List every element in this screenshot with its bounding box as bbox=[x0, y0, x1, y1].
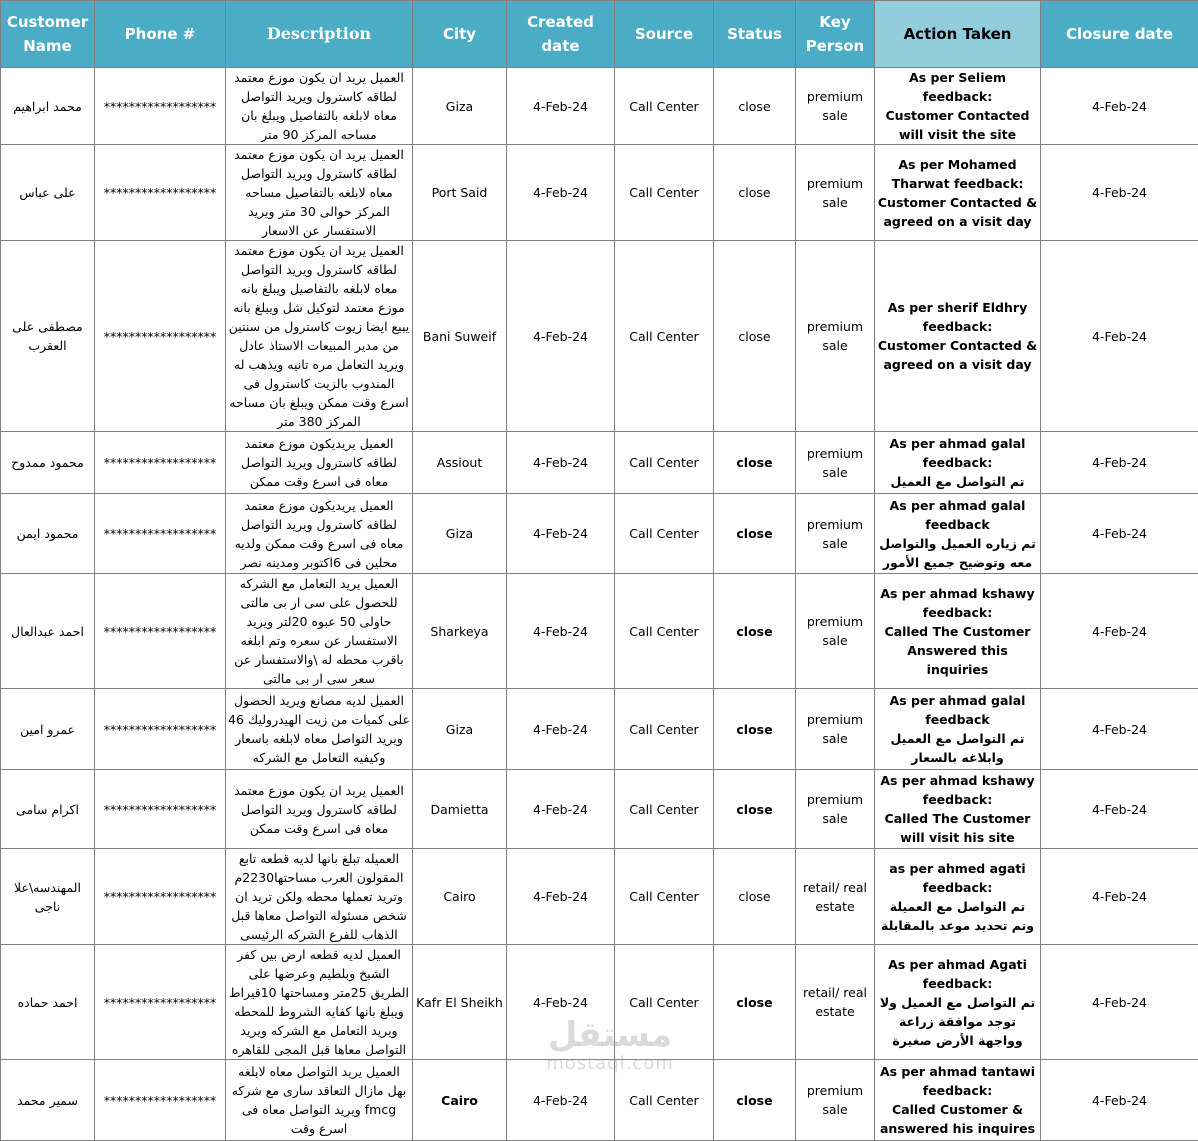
cell-key-person[interactable]: premium sale bbox=[796, 241, 875, 432]
cell-status[interactable]: close bbox=[714, 849, 796, 945]
watermark-url: mostaql.com bbox=[520, 1055, 700, 1073]
cell-city[interactable]: Bani Suweif bbox=[413, 241, 507, 432]
cell-phone[interactable]: ****************** bbox=[95, 849, 226, 945]
cell-phone[interactable]: ****************** bbox=[95, 68, 226, 145]
cell-created-date[interactable]: 4-Feb-24 bbox=[507, 1060, 615, 1141]
table-row bbox=[1, 145, 1198, 241]
cell-created-date[interactable]: 4-Feb-24 bbox=[507, 432, 615, 494]
action-line: As per ahmad Agati feedback: bbox=[877, 955, 1038, 993]
action-line: As per ahmad kshawy feedback: bbox=[877, 584, 1038, 622]
header-status[interactable]: Status bbox=[714, 1, 796, 68]
cell-created-date[interactable]: 4-Feb-24 bbox=[507, 145, 615, 241]
cell-source[interactable]: Call Center bbox=[615, 241, 714, 432]
cell-action-taken[interactable] bbox=[875, 1060, 1041, 1141]
cell-action-taken[interactable] bbox=[875, 849, 1041, 945]
table-row bbox=[1, 945, 1198, 1060]
header-closure-date[interactable]: Closure date bbox=[1041, 1, 1198, 68]
cell-created-date[interactable]: 4-Feb-24 bbox=[507, 689, 615, 770]
action-arabic-note: تم التواصل مع العميل وابلاغه بالسعار bbox=[877, 729, 1038, 767]
watermark-logo-text: مستقل bbox=[520, 1015, 700, 1055]
cell-phone[interactable]: ****************** bbox=[95, 1060, 226, 1141]
cell-status[interactable]: close bbox=[714, 689, 796, 770]
action-line: As per ahmad tantawi feedback: bbox=[877, 1062, 1038, 1100]
cell-city[interactable]: Cairo bbox=[413, 1060, 507, 1141]
cell-key-person[interactable]: premium sale bbox=[796, 145, 875, 241]
cell-action-taken[interactable] bbox=[875, 494, 1041, 574]
cell-phone[interactable]: ****************** bbox=[95, 432, 226, 494]
cell-created-date[interactable]: 4-Feb-24 bbox=[507, 945, 615, 1060]
table-row bbox=[1, 574, 1198, 689]
cell-closure-date[interactable]: 4-Feb-24 bbox=[1041, 432, 1198, 494]
cell-phone[interactable]: ****************** bbox=[95, 241, 226, 432]
cell-created-date[interactable]: 4-Feb-24 bbox=[507, 241, 615, 432]
action-line: As per ahmad galal feedback bbox=[877, 691, 1038, 729]
cell-city[interactable]: Damietta bbox=[413, 770, 507, 849]
cell-closure-date[interactable]: 4-Feb-24 bbox=[1041, 145, 1198, 241]
cell-status[interactable]: close bbox=[714, 494, 796, 574]
cell-customer-name[interactable]: اكرام سامى bbox=[1, 770, 95, 849]
cell-action-taken[interactable] bbox=[875, 68, 1041, 145]
cell-key-person[interactable]: premium sale bbox=[796, 770, 875, 849]
cell-city[interactable]: Port Said bbox=[413, 145, 507, 241]
header-created-date[interactable]: Created date bbox=[507, 1, 615, 68]
cell-action-taken[interactable] bbox=[875, 945, 1041, 1060]
cell-closure-date[interactable]: 4-Feb-24 bbox=[1041, 1060, 1198, 1141]
cell-customer-name[interactable]: محمد ابراهيم bbox=[1, 68, 95, 145]
table-body bbox=[1, 68, 1198, 1141]
cell-description[interactable]: العميل يريد ان يكون موزع معتمد لطاقه كاسترول ويريد التواصل معاه لابلغه بالتفاصيل مساحه المركز حوالى 30 متر ويريد الاستفسار عن الاسعار bbox=[226, 145, 413, 241]
cell-city[interactable]: Giza bbox=[413, 689, 507, 770]
table-row bbox=[1, 68, 1198, 145]
table-row bbox=[1, 770, 1198, 849]
table-row bbox=[1, 494, 1198, 574]
cell-phone[interactable]: ****************** bbox=[95, 945, 226, 1060]
cell-description[interactable]: العميل لديه مصانع ويريد الحصول على كميات من زيت الهيدروليك 46 ويريد التواصل معاه لابلغه باسعار وكيفيه التعامل مع الشركه bbox=[226, 689, 413, 770]
table-row bbox=[1, 689, 1198, 770]
cell-created-date[interactable]: 4-Feb-24 bbox=[507, 770, 615, 849]
cell-description[interactable]: العميله تبلغ بانها لديه قطعه تابع المقولون العرب مساحتها2230م وتريد تعملها محطه ولكن تريد ان شخص مسئوله التواصل معاها قبل الذهاب للفرع الشركه الرئيسى bbox=[226, 849, 413, 945]
cell-source[interactable]: Call Center bbox=[615, 770, 714, 849]
cell-city[interactable]: Cairo bbox=[413, 849, 507, 945]
cell-status[interactable]: close bbox=[714, 945, 796, 1060]
cell-city[interactable]: Giza bbox=[413, 494, 507, 574]
cell-created-date[interactable]: 4-Feb-24 bbox=[507, 574, 615, 689]
cell-action-taken[interactable] bbox=[875, 432, 1041, 494]
cell-phone[interactable]: ****************** bbox=[95, 145, 226, 241]
cell-closure-date[interactable]: 4-Feb-24 bbox=[1041, 68, 1198, 145]
action-arabic-note: تم زياره العميل والتواصل معه وتوضيح جميع الأمور bbox=[877, 534, 1038, 572]
header-customer-name[interactable]: Customer Name bbox=[1, 1, 95, 68]
table-row bbox=[1, 849, 1198, 945]
cell-source[interactable]: Call Center bbox=[615, 849, 714, 945]
cell-description[interactable]: العميل يريد التعامل مع الشركه للحصول على سى ار بى مالتى حاولى 50 عبوه 20لتر ويريد الاستفسار عن سعره وتم ابلغه باقرب محطه له \والاستفسار عن سعر سى ار بى مالتى bbox=[226, 574, 413, 689]
cell-status[interactable]: close bbox=[714, 1060, 796, 1141]
cell-city[interactable]: Sharkeya bbox=[413, 574, 507, 689]
cell-description[interactable]: العميل يريد ان يكون موزع معتمد لطاقه كاسترول ويريد التواصل معاه لابلغه بالتفاصيل ويبلغ بانه موزع معتمد لتوكيل شل ويبلغ بانه يبيع ايضا زيوت كاسترول من سنتين من مدير المبيعات الاستاذ عادل ويريد التعامل مره تانيه ويذهب له المندوب بالزيت كاسترول فى اسرع وقت ممكن ويبلغ بان مساحه المركز 380 متر bbox=[226, 241, 413, 432]
action-line: As per Mohamed Tharwat feedback: bbox=[877, 155, 1038, 193]
cell-action-taken[interactable] bbox=[875, 770, 1041, 849]
cell-closure-date[interactable]: 4-Feb-24 bbox=[1041, 241, 1198, 432]
table-row bbox=[1, 241, 1198, 432]
action-line: Customer Contacted will visit the site bbox=[877, 106, 1038, 144]
header-row bbox=[1, 1, 1198, 68]
cell-description[interactable]: العميل يريديكون موزع معتمد لطاقه كاسترول ويريد التواصل معاه فى اسرع وقت ممكن ولديه محلين فى 6اكتوبر ومدينه نصر bbox=[226, 494, 413, 574]
cell-phone[interactable]: ****************** bbox=[95, 689, 226, 770]
cell-status[interactable]: close bbox=[714, 574, 796, 689]
cell-key-person[interactable]: retail/ real estate bbox=[796, 945, 875, 1060]
cell-phone[interactable]: ****************** bbox=[95, 770, 226, 849]
cell-customer-name[interactable]: احمد حماده bbox=[1, 945, 95, 1060]
cell-source[interactable]: Call Center bbox=[615, 689, 714, 770]
table-row bbox=[1, 432, 1198, 494]
cell-key-person[interactable]: premium sale bbox=[796, 432, 875, 494]
action-line: As per ahmad galal feedback: bbox=[877, 434, 1038, 472]
cell-key-person[interactable]: premium sale bbox=[796, 574, 875, 689]
cell-source[interactable]: Call Center bbox=[615, 1060, 714, 1141]
action-line: As per ahmad galal feedback bbox=[877, 496, 1038, 534]
cell-key-person[interactable]: retail/ real estate bbox=[796, 849, 875, 945]
action-arabic-note: تم التواصل مع العميل bbox=[877, 472, 1038, 491]
action-arabic-note: تم التواصل مع العميلة وتم تحديد موعد بالمقابلة bbox=[877, 897, 1038, 935]
cell-customer-name[interactable]: محمود ايمن bbox=[1, 494, 95, 574]
cell-created-date[interactable]: 4-Feb-24 bbox=[507, 494, 615, 574]
cell-source[interactable]: Call Center bbox=[615, 68, 714, 145]
action-arabic-note: تم التواصل مع العميل ولا توجد موافقة زراعة وواجهة الأرض صغيرة bbox=[877, 993, 1038, 1050]
cell-key-person[interactable]: premium sale bbox=[796, 494, 875, 574]
table-row bbox=[1, 1060, 1198, 1141]
cell-created-date[interactable]: 4-Feb-24 bbox=[507, 68, 615, 145]
cell-source[interactable]: Call Center bbox=[615, 574, 714, 689]
cell-description[interactable]: العميل يريد ان يكون موزع معتمد لطاقه كاسترول ويريد التواصل معاه فى اسرع وقت ممكن bbox=[226, 770, 413, 849]
action-line: As per Seliem feedback: bbox=[877, 68, 1038, 106]
cell-description[interactable]: العميل يريديكون موزع معتمد لطاقه كاسترول ويريد التواصل معاه فى اسرع وقت ممكن bbox=[226, 432, 413, 494]
cell-status[interactable]: close bbox=[714, 770, 796, 849]
action-line: As per sherif Eldhry feedback: bbox=[877, 298, 1038, 336]
cell-description[interactable]: العميل يريد التواصل معاه لابلغه بهل مازال التعاقد سارى مع شركه fmcg ويريد التواصل معاه فى اسرع وقت bbox=[226, 1060, 413, 1141]
cell-phone[interactable]: ****************** bbox=[95, 574, 226, 689]
cell-customer-name[interactable]: محمود ممدوح bbox=[1, 432, 95, 494]
cell-closure-date[interactable]: 4-Feb-24 bbox=[1041, 770, 1198, 849]
cell-status[interactable]: close bbox=[714, 68, 796, 145]
action-line: Called Customer & answered his inquires bbox=[877, 1100, 1038, 1138]
cell-customer-name[interactable]: احمد عبدالعال bbox=[1, 574, 95, 689]
action-line: Called The Customer will visit his site bbox=[877, 809, 1038, 847]
header-city[interactable]: City bbox=[413, 1, 507, 68]
cell-key-person[interactable]: premium sale bbox=[796, 1060, 875, 1141]
cell-key-person[interactable]: premium sale bbox=[796, 68, 875, 145]
cell-customer-name[interactable]: سمير محمد bbox=[1, 1060, 95, 1141]
cell-customer-name[interactable]: المهندسه\علا ناجى bbox=[1, 849, 95, 945]
cell-source[interactable]: Call Center bbox=[615, 432, 714, 494]
cell-closure-date[interactable]: 4-Feb-24 bbox=[1041, 494, 1198, 574]
cell-closure-date[interactable]: 4-Feb-24 bbox=[1041, 689, 1198, 770]
header-description[interactable]: Description bbox=[226, 1, 413, 68]
cell-description[interactable]: العميل يريد ان يكون موزع معتمد لطاقه كاسترول ويريد التواصل معاه لابلغه بالتفاصيل ويبلغ بان مساحه المركز 90 متر bbox=[226, 68, 413, 145]
cell-status[interactable]: close bbox=[714, 241, 796, 432]
action-line: Customer Contacted & agreed on a visit day bbox=[877, 336, 1038, 374]
header-action-taken[interactable]: Action Taken bbox=[875, 1, 1041, 68]
cell-action-taken[interactable] bbox=[875, 145, 1041, 241]
cell-status[interactable]: close bbox=[714, 145, 796, 241]
cell-source[interactable]: Call Center bbox=[615, 145, 714, 241]
header-source[interactable]: Source bbox=[615, 1, 714, 68]
header-key-person[interactable]: Key Person bbox=[796, 1, 875, 68]
action-line: Called The Customer Answered this inquiries bbox=[877, 622, 1038, 679]
cell-action-taken[interactable] bbox=[875, 689, 1041, 770]
cell-city[interactable]: Assiout bbox=[413, 432, 507, 494]
cell-closure-date[interactable]: 4-Feb-24 bbox=[1041, 849, 1198, 945]
cell-created-date[interactable]: 4-Feb-24 bbox=[507, 849, 615, 945]
cell-phone[interactable]: ****************** bbox=[95, 494, 226, 574]
cell-action-taken[interactable] bbox=[875, 241, 1041, 432]
cell-action-taken[interactable] bbox=[875, 574, 1041, 689]
cell-closure-date[interactable]: 4-Feb-24 bbox=[1041, 945, 1198, 1060]
action-line: As per ahmad kshawy feedback: bbox=[877, 771, 1038, 809]
cell-status[interactable]: close bbox=[714, 432, 796, 494]
cell-source[interactable]: Call Center bbox=[615, 494, 714, 574]
header-phone[interactable]: Phone # bbox=[95, 1, 226, 68]
cell-customer-name[interactable]: مصطفى على العقرب bbox=[1, 241, 95, 432]
cell-customer-name[interactable]: على عباس bbox=[1, 145, 95, 241]
action-line: as per ahmed agati feedback: bbox=[877, 859, 1038, 897]
action-line: Customer Contacted & agreed on a visit day bbox=[877, 193, 1038, 231]
cell-customer-name[interactable]: عمرو امين bbox=[1, 689, 95, 770]
cell-source[interactable]: Call Center bbox=[615, 945, 714, 1060]
cell-closure-date[interactable]: 4-Feb-24 bbox=[1041, 574, 1198, 689]
cell-city[interactable]: Kafr El Sheikh bbox=[413, 945, 507, 1060]
cell-description[interactable]: العميل لديه قطعه ارض بين كفر الشيخ وبلطيم وعرضها على الطريق 25متر ومساحتها 10قيراط ويبلغ بانها كفايه الشروط للمحطه ويريد التعامل مع الشركه ويريد التواصل معاها قبل المجى للقاهره bbox=[226, 945, 413, 1060]
cell-city[interactable]: Giza bbox=[413, 68, 507, 145]
cell-key-person[interactable]: premium sale bbox=[796, 689, 875, 770]
